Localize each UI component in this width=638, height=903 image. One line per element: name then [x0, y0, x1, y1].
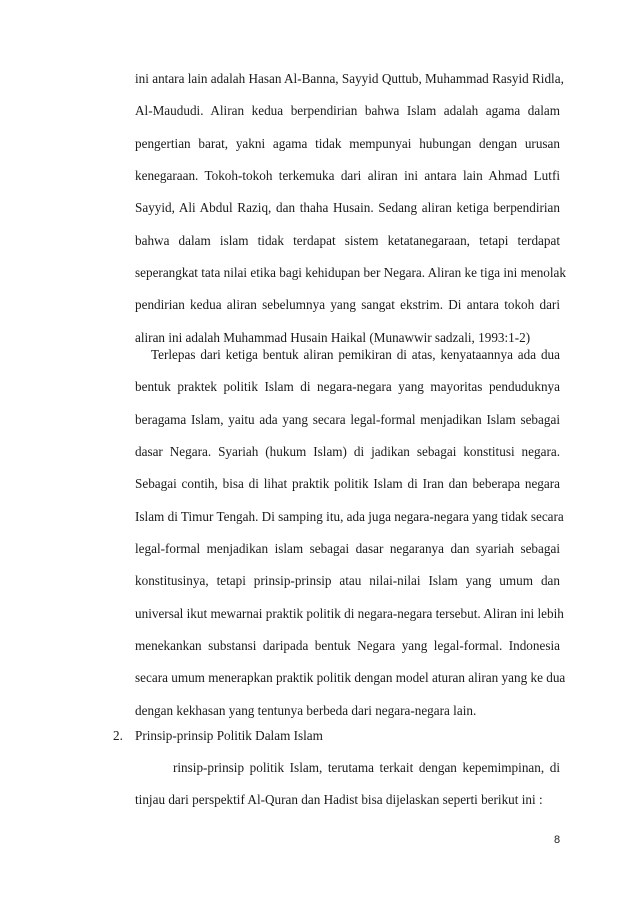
page-number: 8	[554, 834, 561, 846]
text-line: beragama Islam, yaitu ada yang secara legal-formal menjadikan Islam sebagai	[135, 411, 560, 427]
section-title: Prinsip-prinsip Politik Dalam Islam	[135, 728, 323, 743]
text-line: bahwa dalam islam tidak terdapat sistem ketatanegaraan, tetapi terdapat	[135, 232, 560, 248]
text-line: tinjau dari perspektif Al-Quran dan Hadist bisa dijelaskan seperti berikut ini :	[135, 792, 543, 808]
text-line: dengan kekhasan yang tentunya berbeda dari negara-negara lain.	[135, 702, 477, 718]
text-line: Terlepas dari ketiga bentuk aliran pemikiran di atas, kenyataannya ada dua	[151, 347, 560, 362]
text-line: dasar Negara. Syariah (hukum Islam) di jadikan sebagai konstitusi negara.	[135, 444, 560, 460]
paragraph-aliran-pemikiran	[135, 63, 566, 354]
text-line: secara umum menerapkan praktik politik dengan model aturan aliran yang ke dua	[135, 670, 566, 686]
paragraph-prinsip-politik	[135, 752, 560, 817]
text-line: pendirian kedua aliran sebelumnya yang sangat ekstrim. Di antara tokoh dari	[135, 297, 560, 313]
text-line: Islam di Timur Tengah. Di samping itu, ada juga negara-negara yang tidak secara	[135, 508, 564, 524]
text-line: Sebagai contih, bisa di lihat praktik politik Islam di Iran dan beberapa negara	[135, 476, 560, 492]
text-line: konstitusinya, tetapi prinsip-prinsip atau nilai-nilai Islam yang umum dan	[135, 573, 560, 589]
text-line: pengertian barat, yakni agama tidak mempunyai hubungan dengan urusan	[135, 135, 560, 151]
section-number: 2.	[113, 728, 123, 743]
text-line: menekankan substansi daripada bentuk Negara yang legal-formal. Indonesia	[135, 638, 560, 654]
text-line: kenegaraan. Tokoh-tokoh terkemuka dari aliran ini antara lain Ahmad Lutfi	[135, 168, 560, 184]
text-line: ini antara lain adalah Hasan Al-Banna, Sayyid Quttub, Muhammad Rasyid Ridla,	[135, 71, 564, 86]
section-heading	[113, 724, 323, 748]
text-line: rinsip-prinsip politik Islam, terutama terkait dengan kepemimpinan, di	[173, 760, 560, 775]
text-line: Sayyid, Ali Abdul Raziq, dan thaha Husain. Sedang aliran ketiga berpendirian	[135, 200, 560, 216]
text-line: Al-Maududi. Aliran kedua berpendirian bahwa Islam adalah agama dalam	[135, 103, 560, 119]
text-line: legal-formal menjadikan islam sebagai dasar negaranya dan syariah sebagai	[135, 541, 560, 557]
text-line: bentuk praktek politik Islam di negara-negara yang mayoritas penduduknya	[135, 379, 560, 395]
paragraph-praktek-politik	[135, 339, 566, 727]
text-line: universal ikut mewarnai praktik politik di negara-negara tersebut. Aliran ini lebih	[135, 605, 564, 621]
text-line: aliran ini adalah Muhammad Husain Haikal (Munawwir sadzali, 1993:1-2)	[135, 329, 531, 345]
text-line: seperangkat tata nilai etika bagi kehidupan ber Negara. Aliran ke tiga ini menolak	[135, 265, 566, 281]
